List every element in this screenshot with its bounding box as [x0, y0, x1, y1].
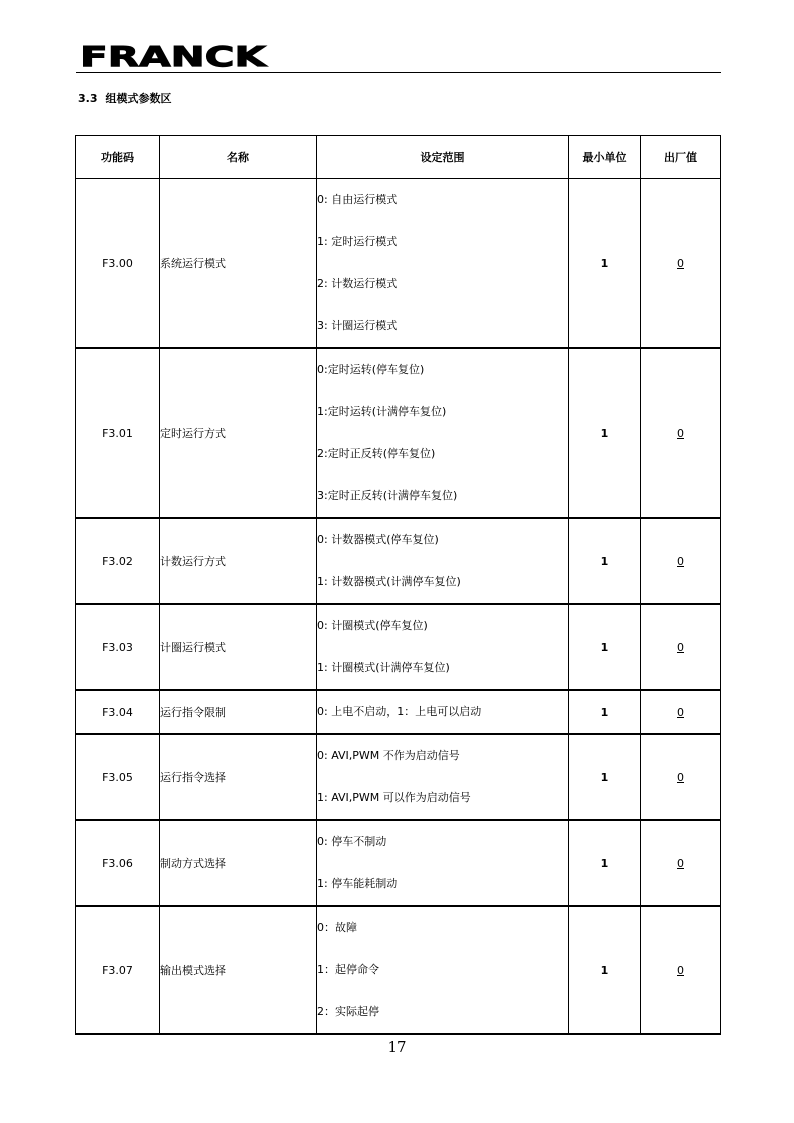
table-row: [76, 820, 721, 906]
section-heading: [78, 90, 172, 106]
column-header-default: 出厂值: [641, 136, 721, 179]
range-option: 1: 停车能耗制动: [317, 877, 398, 890]
param-min-unit: 1: [569, 820, 641, 906]
range-option: 3:定时正反转(计满停车复位): [317, 489, 458, 502]
parameter-table: [75, 135, 721, 1035]
range-option: 0：故障: [317, 921, 357, 934]
param-code: F3.07: [76, 906, 160, 1034]
range-option: 0:定时运转(停车复位): [317, 363, 425, 376]
param-min-unit: 1: [569, 906, 641, 1034]
param-range: [317, 734, 569, 820]
param-name: 运行指令选择: [160, 734, 317, 820]
table-header-row: [76, 136, 721, 179]
param-name: 输出模式选择: [160, 906, 317, 1034]
param-code: F3.01: [76, 348, 160, 518]
param-default: 0: [641, 734, 721, 820]
column-header-code: 功能码: [76, 136, 160, 179]
param-range: [317, 820, 569, 906]
param-default: 0: [641, 820, 721, 906]
param-name: 制动方式选择: [160, 820, 317, 906]
param-range: [317, 348, 569, 518]
table-row: [76, 734, 721, 820]
param-default: 0: [641, 604, 721, 690]
table-row: [76, 690, 721, 734]
range-option: 1: AVI,PWM 可以作为启动信号: [317, 791, 471, 804]
column-header-unit: 最小单位: [569, 136, 641, 179]
range-option: 2：实际起停: [317, 1005, 379, 1018]
range-option: 0: 计圈模式(停车复位): [317, 619, 428, 632]
param-code: F3.04: [76, 690, 160, 734]
param-code: F3.05: [76, 734, 160, 820]
brand-logo-text: FRANCK: [80, 44, 268, 70]
param-code: F3.00: [76, 179, 160, 349]
param-range: [317, 690, 569, 734]
param-name: 定时运行方式: [160, 348, 317, 518]
range-option: 0: AVI,PWM 不作为启动信号: [317, 749, 460, 762]
franck-logo: [80, 44, 280, 70]
param-default: 0: [641, 518, 721, 604]
param-range: [317, 604, 569, 690]
range-option: 1: 定时运行模式: [317, 235, 398, 248]
section-title: 组模式参数区: [105, 92, 172, 105]
param-default: 0: [641, 690, 721, 734]
range-option: 0: 停车不制动: [317, 835, 387, 848]
range-option: 1:定时运转(计满停车复位): [317, 405, 447, 418]
range-option: 2: 计数运行模式: [317, 277, 398, 290]
param-min-unit: 1: [569, 604, 641, 690]
column-header-range: 设定范围: [317, 136, 569, 179]
param-code: F3.02: [76, 518, 160, 604]
table-row: [76, 348, 721, 518]
header-rule: [76, 72, 721, 73]
param-range: [317, 179, 569, 349]
table-row: [76, 906, 721, 1034]
range-option: 1: 计数器模式(计满停车复位): [317, 575, 461, 588]
range-option: 0: 计数器模式(停车复位): [317, 533, 439, 546]
param-min-unit: 1: [569, 348, 641, 518]
param-default: 0: [641, 906, 721, 1034]
param-min-unit: 1: [569, 690, 641, 734]
param-code: F3.03: [76, 604, 160, 690]
range-option: 2:定时正反转(停车复位): [317, 447, 436, 460]
param-name: 运行指令限制: [160, 690, 317, 734]
param-default: 0: [641, 179, 721, 349]
range-option: 0: 上电不启动，1：上电可以启动: [317, 705, 482, 718]
param-name: 计圈运行模式: [160, 604, 317, 690]
param-name: 系统运行模式: [160, 179, 317, 349]
param-range: [317, 906, 569, 1034]
page-number: 17: [387, 1038, 407, 1056]
section-number: 3.3: [78, 92, 98, 105]
table-row: [76, 518, 721, 604]
param-name: 计数运行方式: [160, 518, 317, 604]
range-option: 3: 计圈运行模式: [317, 319, 398, 332]
param-code: F3.06: [76, 820, 160, 906]
param-min-unit: 1: [569, 179, 641, 349]
range-option: 0: 自由运行模式: [317, 193, 398, 206]
table-row: [76, 604, 721, 690]
param-default: 0: [641, 348, 721, 518]
range-option: 1：起停命令: [317, 963, 379, 976]
param-min-unit: 1: [569, 518, 641, 604]
range-option: 1: 计圈模式(计满停车复位): [317, 661, 450, 674]
column-header-name: 名称: [160, 136, 317, 179]
param-range: [317, 518, 569, 604]
param-min-unit: 1: [569, 734, 641, 820]
table-row: [76, 179, 721, 349]
